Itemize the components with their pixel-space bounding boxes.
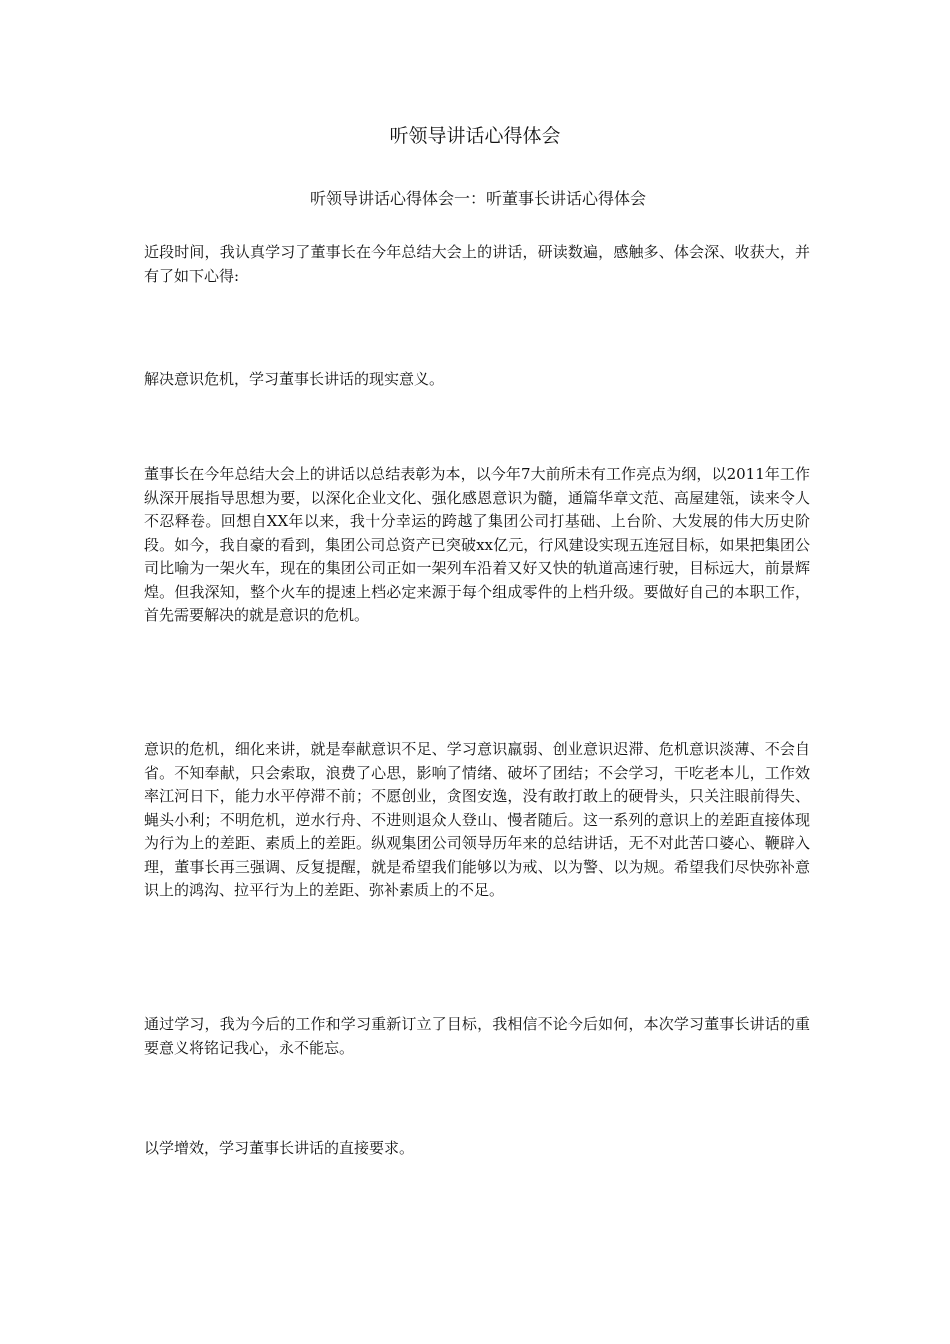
paragraph-intro: 近段时间，我认真学习了董事长在今年总结大会上的讲话，研读数遍，感触多、体会深、收获大，并有了如下心得: (144, 243, 810, 285)
document-title: 听领导讲话心得体会 (389, 125, 561, 147)
paragraph-body-1: 董事长在今年总结大会上的讲话以总结表彰为本，以今年7大前所未有工作亮点为纲，以2011年工作纵深开展指导思想为要，以深化企业文化、强化感恩意识为髓，通篇华章文范、高屋建瓴，读来令人不忍释卷。回想自XX年以来，我十分幸运的跨越了集团公司打基础、上台阶、大发展的伟大历史阶段。如今，我自豪的看到，集团公司总资产已突破xx亿元，行风建设实现五连冠目标，如果把集团公司比喻为一架火车，现在的集团公司正如一架列车沿着又好又快的轨道高速行驶，目标远大，前景辉煌。但我深知，整个火车的提速上档必定来源于每个组成零件的上档升级。要做好自己的本职工作，首先需要解决的就是意识的危机。 (144, 465, 810, 624)
document-subtitle: 听领导讲话心得体会一：听董事长讲话心得体会 (310, 189, 647, 208)
paragraph-body-3: 通过学习，我为今后的工作和学习重新订立了目标，我相信不论今后如何，本次学习董事长讲话的重要意义将铭记我心，永不能忘。 (144, 1015, 810, 1057)
paragraph-body-2: 意识的危机，细化来讲，就是奉献意识不足、学习意识羸弱、创业意识迟滞、危机意识淡薄、不会自省。不知奉献，只会索取，浪费了心思，影响了情绪、破坏了团结；不会学习，干吃老本儿，工作效率江河日下，能力水平停滞不前；不愿创业，贪图安逸，没有敢打敢上的硬骨头，只关注眼前得失、蝇头小利；不明危机，逆水行舟、不进则退众人登山、慢者随后。这一系列的意识上的差距直接体现为行为上的差距、素质上的差距。纵观集团公司领导历年来的总结讲话，无不对此苦口婆心、鞭辟入理，董事长再三强调、反复提醒，就是希望我们能够以为戒、以为警、以为规。希望我们尽快弥补意识上的鸿沟、拉平行为上的差距、弥补素质上的不足。 (144, 740, 810, 899)
paragraph-heading-2: 以学增效，学习董事长讲话的直接要求。 (144, 1139, 415, 1157)
paragraph-heading-1: 解决意识危机，学习董事长讲话的现实意义。 (144, 370, 445, 388)
